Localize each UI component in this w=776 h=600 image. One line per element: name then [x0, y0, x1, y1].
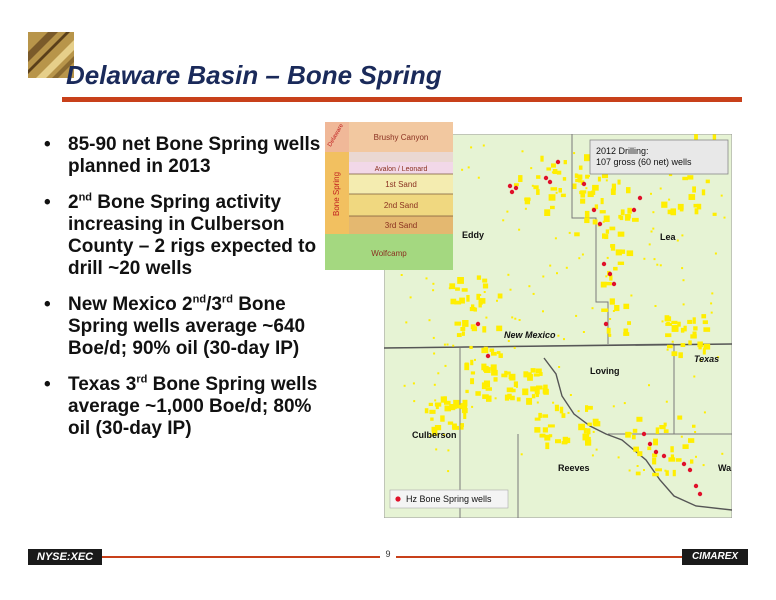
bullet-dot: •: [44, 134, 51, 155]
well-marker: [632, 208, 636, 212]
strat-label-2nd-sand: 2nd Sand: [383, 201, 419, 210]
well-marker: [582, 182, 586, 186]
strat-group-bone-spring: Bone Spring: [332, 171, 341, 217]
strat-label-wolfcamp: Wolfcamp: [371, 249, 407, 258]
title-underline: [62, 97, 742, 102]
well-marker: [662, 454, 666, 458]
legend-label: Hz Bone Spring wells: [406, 494, 492, 504]
strat-label-brushy-canyon: Brushy Canyon: [373, 133, 429, 142]
footer-brand: CIMAREX: [682, 549, 748, 565]
well-marker: [688, 468, 692, 472]
bullet-text: /3: [206, 294, 222, 315]
strat-label-avalon: Avalon / Leonard: [374, 166, 428, 173]
well-marker: [638, 196, 642, 200]
well-marker: [510, 190, 514, 194]
county-label-loving: Loving: [590, 366, 620, 376]
bullet-dot: •: [44, 294, 51, 315]
well-marker: [654, 450, 658, 454]
bullet-text: Bone Spring wells average ~640 Boe/d; 90% oil (30-day IP): [68, 294, 306, 359]
bullet-text: Texas 3: [68, 374, 137, 395]
stratigraphic-column: [325, 122, 453, 270]
county-label-ward: Wa: [718, 463, 732, 473]
page-number: 9: [380, 549, 396, 559]
well-marker: [612, 282, 616, 286]
bullet-dot: •: [44, 374, 51, 395]
well-marker: [508, 184, 512, 188]
bullet-text: 85-90 net Bone Spring wells planned in 2013: [68, 134, 321, 177]
layer-gap: [349, 152, 453, 162]
well-marker: [544, 176, 548, 180]
bullet-item: [40, 134, 330, 178]
well-marker: [476, 322, 480, 326]
legend-well-dot: [395, 496, 400, 501]
well-marker: [642, 432, 646, 436]
strat-label-1st-sand: 1st Sand: [385, 180, 417, 189]
bullet-text: 2: [68, 192, 79, 213]
bullet-text: Bone Spring wells average ~1,000 Boe/d; 80% oil (30-day IP): [68, 374, 318, 439]
county-label-lea: Lea: [660, 232, 676, 242]
strat-group-delaware: Delaware: [327, 123, 346, 148]
callout-line-2: 107 gross (60 net) wells: [596, 157, 692, 167]
well-marker: [598, 222, 602, 226]
well-marker: [604, 322, 608, 326]
well-marker: [602, 262, 606, 266]
bullet-superscript: rd: [136, 373, 148, 386]
callout-line-1: 2012 Drilling:: [596, 146, 649, 156]
bullet-text: New Mexico 2: [68, 294, 193, 315]
county-label-eddy: Eddy: [462, 230, 485, 240]
slide-title: Delaware Basin – Bone Spring: [66, 60, 442, 90]
well-marker: [648, 442, 652, 446]
well-marker: [682, 462, 686, 466]
footer-ticker: NYSE:XEC: [28, 549, 102, 565]
bullet-item: [40, 192, 330, 280]
bullet-superscript: nd: [192, 293, 207, 306]
state-label-texas: Texas: [694, 354, 720, 364]
state-label-new-mexico: New Mexico: [504, 330, 556, 340]
bullet-text: Bone Spring activity increasing in Culberson County – 2 rigs expected to drill ~20 wells: [68, 192, 317, 279]
bullet-superscript: rd: [221, 293, 233, 306]
well-marker: [698, 492, 702, 496]
strat-label-3rd-sand: 3rd Sand: [384, 221, 418, 230]
well-marker: [514, 186, 518, 190]
county-label-reeves: Reeves: [558, 463, 590, 473]
bullet-list: [40, 134, 330, 454]
well-marker: [486, 354, 490, 358]
well-marker: [556, 160, 560, 164]
bullet-item: [40, 294, 330, 360]
bullet-superscript: nd: [78, 191, 93, 204]
bullet-item: [40, 374, 330, 440]
bullet-dot: •: [44, 192, 51, 213]
well-marker: [608, 272, 612, 276]
county-label-culberson: Culberson: [412, 430, 457, 440]
well-marker: [694, 484, 698, 488]
well-marker: [592, 208, 596, 212]
well-marker: [548, 180, 552, 184]
